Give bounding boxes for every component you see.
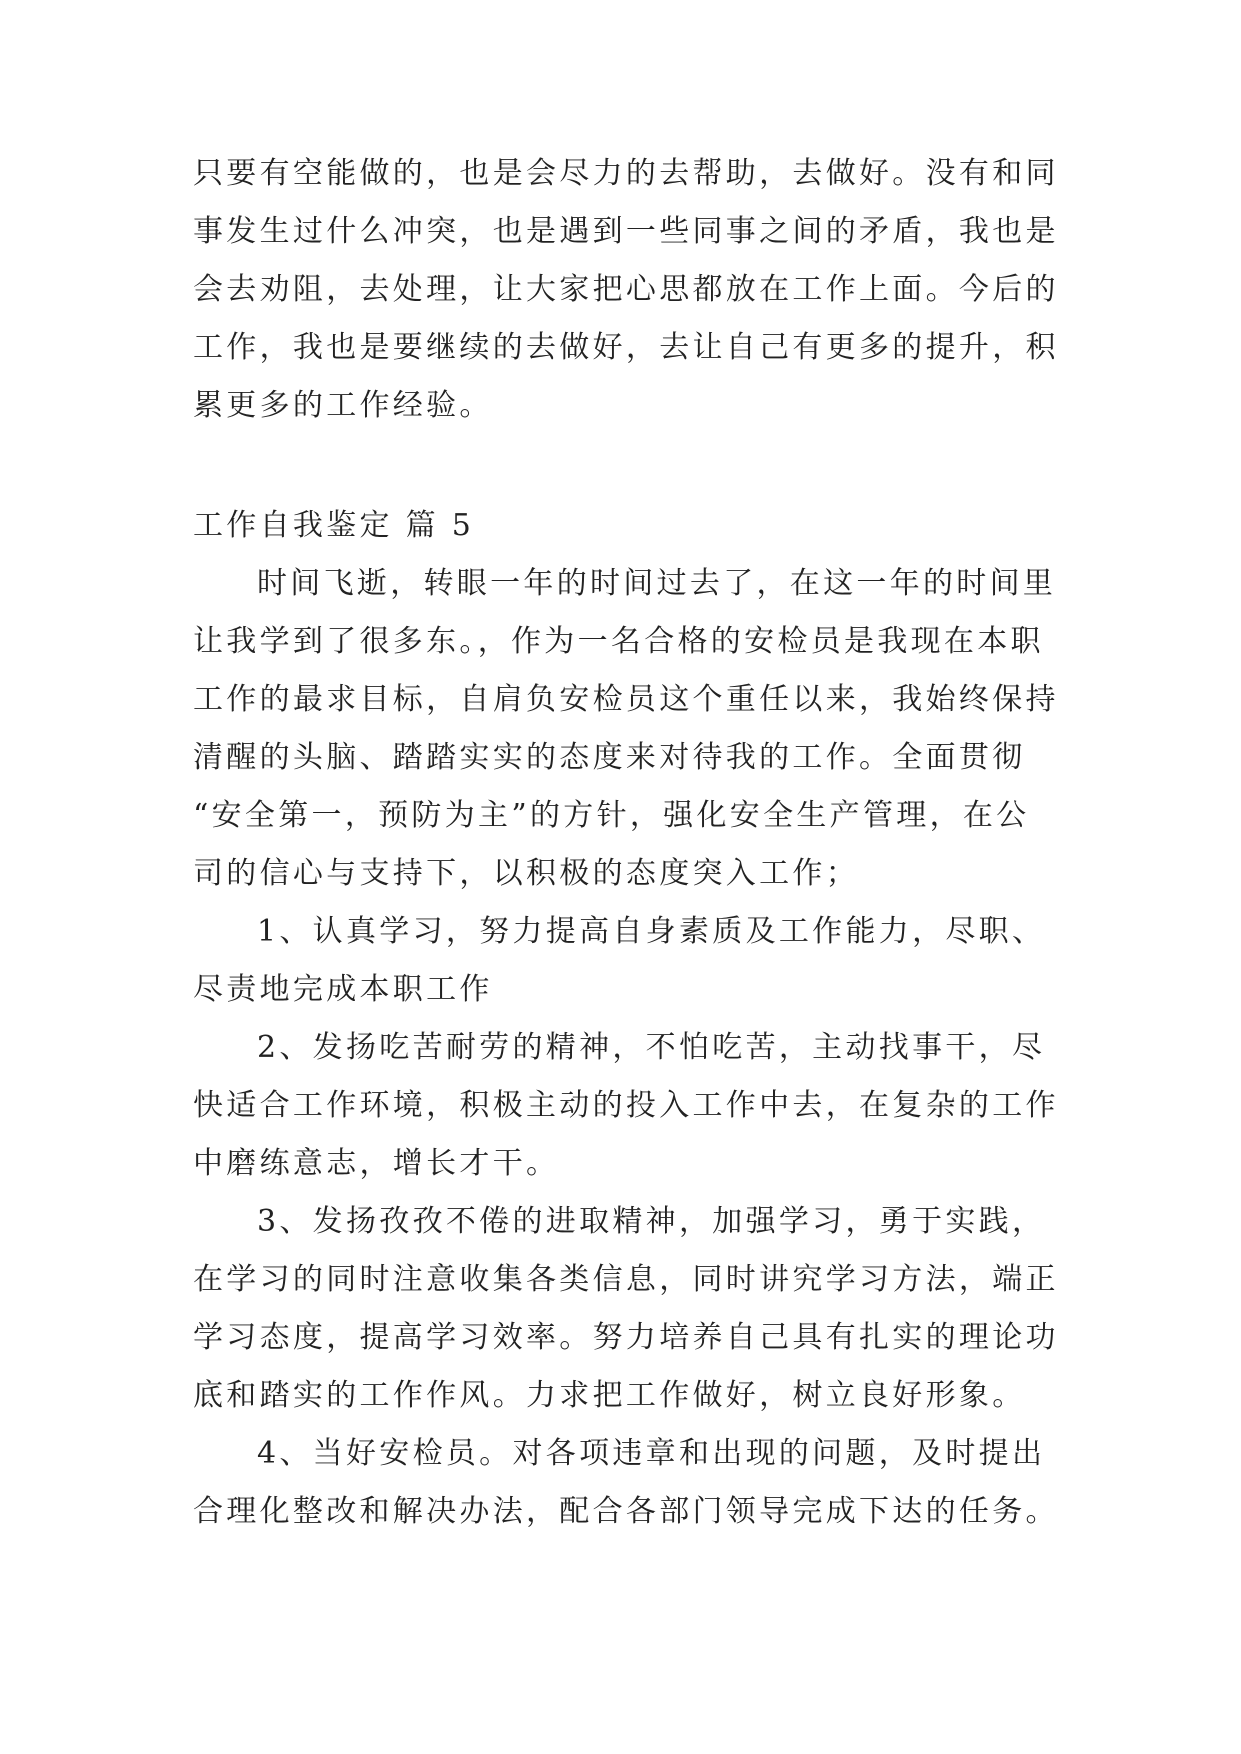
list-item-3 <box>193 1193 1059 1425</box>
paragraph-line: 尽责地完成本职工作 <box>193 972 493 1007</box>
paragraph-line: 合理化整改和解决办法，配合各部门领导完成下达的任务。 <box>193 1494 1059 1529</box>
list-item-1 <box>193 903 1055 1019</box>
paragraph-line: 让我学到了很多东。，作为一名合格的安检员是我现在本职 <box>193 624 1044 659</box>
paragraph-line: 在学习的同时注意收集各类信息，同时讲究学习方法，端正 <box>193 1262 1059 1297</box>
paragraph-line: 会去劝阻，去处理，让大家把心思都放在工作上面。今后的 <box>193 272 1059 307</box>
paragraph-line: 时间飞逝，转眼一年的时间过去了，在这一年的时间里 <box>257 566 1057 601</box>
paragraph-line: 清醒的头脑、踏踏实实的态度来对待我的工作。全面贯彻 <box>193 740 1026 775</box>
paragraph-line: 累更多的工作经验。 <box>193 388 493 423</box>
paragraph-line: 工作，我也是要继续的去做好，去让自己有更多的提升，积 <box>193 330 1059 365</box>
paragraph-line: 事发生过什么冲突，也是遇到一些同事之间的矛盾，我也是 <box>193 214 1059 249</box>
document-page <box>193 145 1059 1541</box>
paragraph-line: 工作的最求目标，自肩负安检员这个重任以来，我始终保持 <box>193 682 1059 717</box>
paragraph-line: 中磨练意志，增长才干。 <box>193 1146 560 1181</box>
paragraph-line: 4、当好安检员。对各项违章和出现的问题，及时提出 <box>257 1436 1046 1471</box>
intro-paragraph <box>193 555 1059 903</box>
list-item-2 <box>193 1019 1059 1193</box>
continuation-paragraph <box>193 145 1059 435</box>
paragraph-line: 3、发扬孜孜不倦的进取精神，加强学习，勇于实践， <box>257 1204 1046 1239</box>
paragraph-line: 学习态度，提高学习效率。努力培养自己具有扎实的理论功 <box>193 1320 1059 1355</box>
paragraph-line: “安全第一，预防为主”的方针，强化安全生产管理，在公 <box>193 798 1030 833</box>
paragraph-line: 1、认真学习，努力提高自身素质及工作能力，尽职、 <box>257 914 1046 949</box>
paragraph-line: 司的信心与支持下，以积极的态度突入工作； <box>193 856 859 891</box>
paragraph-line: 底和踏实的工作作风。力求把工作做好，树立良好形象。 <box>193 1378 1026 1413</box>
paragraph-line: 2、发扬吃苦耐劳的精神，不怕吃苦，主动找事干，尽 <box>257 1030 1046 1065</box>
section-title: 工作自我鉴定 篇 5 <box>193 508 475 543</box>
paragraph-line: 只要有空能做的，也是会尽力的去帮助，去做好。没有和同 <box>193 156 1059 191</box>
paragraph-line: 快适合工作环境，积极主动的投入工作中去，在复杂的工作 <box>193 1088 1059 1123</box>
list-item-4 <box>193 1425 1059 1541</box>
